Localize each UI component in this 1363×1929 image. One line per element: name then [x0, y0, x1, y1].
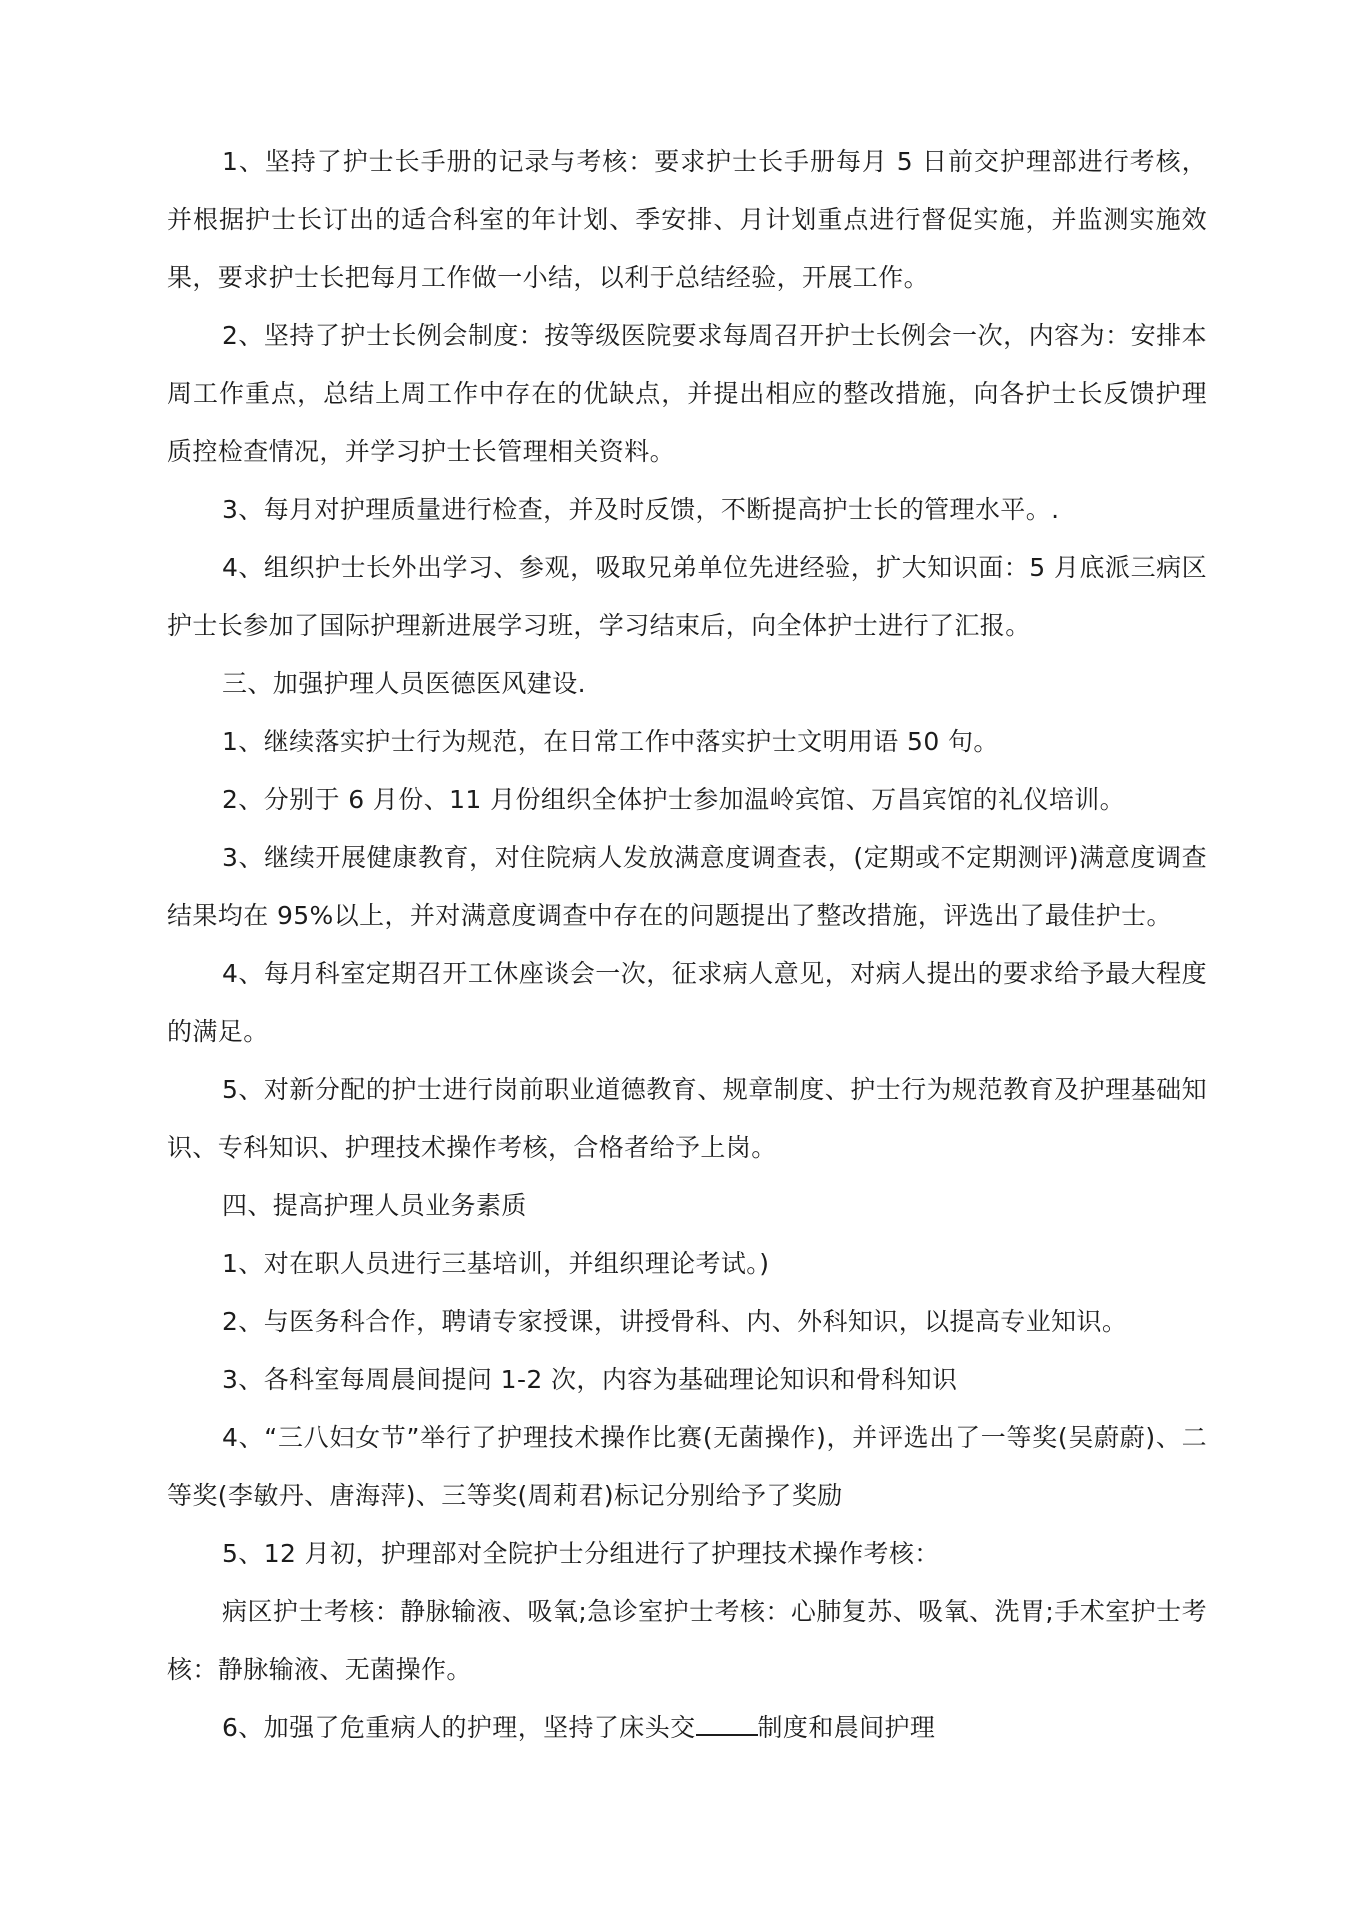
paragraph-15: 病区护士考核：静脉输液、吸氧;急诊室护士考核：心肺复苏、吸氧、洗胃;手术室护士考核：静脉输液、无菌操作。	[167, 1597, 1207, 1684]
paragraph-3: 3、每月对护理质量进行检查，并及时反馈，不断提高护士长的管理水平。.	[222, 495, 1060, 524]
paragraph-11: 2、与医务科合作，聘请专家授课，讲授骨科、内、外科知识，以提高专业知识。	[222, 1307, 1128, 1336]
paragraph-7: 3、继续开展健康教育，对住院病人发放满意度调查表，(定期或不定期测评)满意度调查结果均在 95%以上，并对满意度调查中存在的问题提出了整改措施，评选出了最佳护士。	[167, 843, 1207, 930]
document-body	[167, 133, 1207, 1757]
paragraph-16-start: 6、加强了危重病人的护理，坚持了床头交	[222, 1713, 696, 1742]
section-heading-3: 三、加强护理人员医德医风建设.	[222, 669, 586, 698]
paragraph-2: 2、坚持了护士长例会制度：按等级医院要求每周召开护士长例会一次，内容为：安排本周工作重点，总结上周工作中存在的优缺点，并提出相应的整改措施，向各护士长反馈护理质控检查情况，并学习护士长管理相关资料。	[167, 321, 1207, 466]
paragraph-6: 2、分别于 6 月份、11 月份组织全体护士参加温岭宾馆、万昌宾馆的礼仪培训。	[222, 785, 1126, 814]
paragraph-16-end: 制度和晨间护理	[757, 1713, 936, 1742]
section-heading-4: 四、提高护理人员业务素质	[222, 1191, 527, 1220]
paragraph-8: 4、每月科室定期召开工休座谈会一次，征求病人意见，对病人提出的要求给予最大程度的满足。	[167, 959, 1207, 1046]
paragraph-14: 5、12 月初，护理部对全院护士分组进行了护理技术操作考核：	[222, 1539, 940, 1568]
paragraph-12: 3、各科室每周晨间提问 1-2 次，内容为基础理论知识和骨科知识	[222, 1365, 958, 1394]
paragraph-4: 4、组织护士长外出学习、参观，吸取兄弟单位先进经验，扩大知识面：5 月底派三病区护士长参加了国际护理新进展学习班，学习结束后，向全体护士进行了汇报。	[167, 553, 1207, 640]
paragraph-10: 1、对在职人员进行三基培训，并组织理论考试。)	[222, 1249, 770, 1278]
paragraph-13: 4、“三八妇女节”举行了护理技术操作比赛(无菌操作)，并评选出了一等奖(吴蔚蔚)、二等奖(李敏丹、唐海萍)、三等奖(周莉君)标记分别给予了奖励	[167, 1423, 1207, 1510]
paragraph-9: 5、对新分配的护士进行岗前职业道德教育、规章制度、护士行为规范教育及护理基础知识、专科知识、护理技术操作考核，合格者给予上岗。	[167, 1075, 1207, 1162]
fill-in-blank-line	[696, 1712, 758, 1736]
paragraph-16	[167, 1699, 1207, 1757]
paragraph-5: 1、继续落实护士行为规范，在日常工作中落实护士文明用语 50 句。	[222, 727, 999, 756]
paragraph-1: 1、坚持了护士长手册的记录与考核：要求护士长手册每月 5 日前交护理部进行考核，并根据护士长订出的适合科室的年计划、季安排、月计划重点进行督促实施，并监测实施效果，要求护士长把每月工作做一小结，以利于总结经验，开展工作。	[167, 147, 1207, 292]
